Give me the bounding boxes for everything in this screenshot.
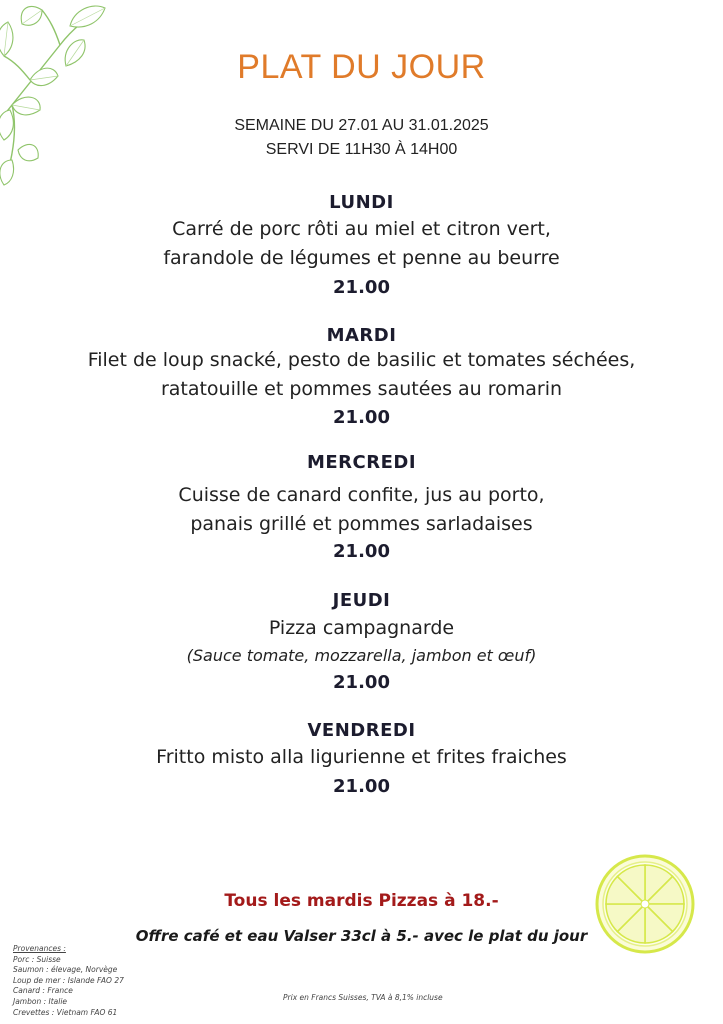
provenance-item: Crevettes : Vietnam FAO 61 [13,1007,118,1017]
dish-line-lundi-1: Carré de porc rôti au miel et citron vert, [172,218,551,240]
provenances-title: Provenances : [13,944,66,953]
day-title-mardi: MARDI [326,325,397,346]
price-jeudi: 21.00 [333,672,390,693]
provenance-item: Porc : Suisse [13,954,61,964]
dish-line-mercredi-2: panais grillé et pommes sarladaises [190,513,533,535]
day-title-lundi: LUNDI [329,192,394,213]
page-title: PLAT DU JOUR [237,48,486,86]
coffee-offer: Offre café et eau Valser 33cl à 5.- avec le plat du jour [135,927,588,945]
dish-line-jeudi-1: Pizza campagnarde [268,617,455,639]
price-mercredi: 21.00 [333,541,390,562]
lemon-slice-icon [594,853,696,955]
price-mardi: 21.00 [333,407,390,428]
dish-note-jeudi: (Sauce tomate, mozzarella, jambon et œuf) [186,646,537,665]
provenance-item: Loup de mer : Islande FAO 27 [13,975,124,985]
day-title-vendredi: VENDREDI [307,720,416,741]
dish-line-mercredi-1: Cuisse de canard confite, jus au porto, [178,484,545,506]
day-title-jeudi: JEUDI [332,590,391,611]
provenance-item: Jambon : Italie [13,996,68,1006]
price-lundi: 21.00 [333,277,390,298]
leaf-branch-icon [0,0,110,200]
day-title-mercredi: MERCREDI [306,452,417,473]
tax-note: Prix en Francs Suisses, TVA à 8,1% incluse [283,993,443,1002]
provenances-list [13,944,124,1018]
dish-line-mardi-1: Filet de loup snacké, pesto de basilic et tomates séchées, [87,349,636,371]
dish-line-mardi-2: ratatouille et pommes sautées au romarin [160,378,563,400]
dish-line-vendredi-1: Fritto misto alla ligurienne et frites fraiches [156,746,567,768]
dish-line-lundi-2: farandole de légumes et penne au beurre [163,247,560,269]
service-hours: SERVI DE 11H30 À 14H00 [265,141,458,158]
provenance-item: Canard : France [13,986,73,996]
provenance-item: Saumon : élevage, Norvège [13,965,118,975]
pizza-promo: Tous les mardis Pizzas à 18.- [224,891,499,911]
price-vendredi: 21.00 [333,776,390,797]
week-range: SEMAINE DU 27.01 AU 31.01.2025 [234,117,489,134]
